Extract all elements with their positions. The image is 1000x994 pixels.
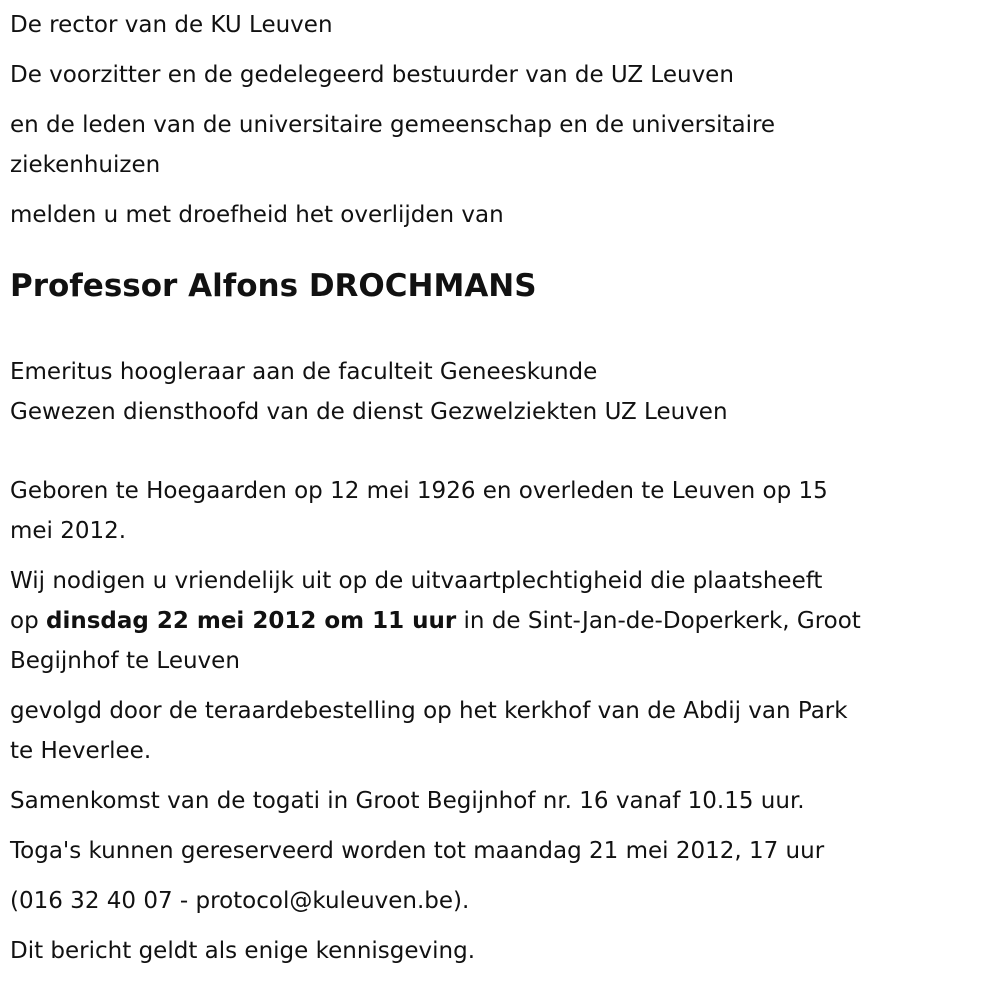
contact-info <box>10 881 1000 921</box>
text-line: en de leden van de universitaire gemeenschap en de universitaire <box>10 112 776 138</box>
deceased-name: Professor Alfons DROCHMANS <box>10 268 537 304</box>
intro-rector <box>10 5 1000 45</box>
burial-info <box>10 691 1000 771</box>
text-line: Geboren te Hoegaarden op 12 mei 1926 en overleden te Leuven op 15 <box>10 478 828 504</box>
text-line: Begijnhof te Leuven <box>10 648 240 674</box>
text-line: De voorzitter en de gedelegeerd bestuurder van de UZ Leuven <box>10 62 734 88</box>
text-line: Dit bericht geldt als enige kennisgeving. <box>10 938 476 964</box>
text-line: De rector van de KU Leuven <box>10 12 333 38</box>
text-line: Emeritus hoogleraar aan de faculteit Geneeskunde <box>10 359 598 385</box>
togati-meeting <box>10 781 1000 821</box>
intro-chairman <box>10 55 1000 95</box>
birth-death <box>10 471 1000 551</box>
text-line: ziekenhuizen <box>10 152 161 178</box>
funeral-date: dinsdag 22 mei 2012 om 11 uur <box>45 608 457 634</box>
text-line: te Heverlee. <box>10 738 152 764</box>
text: op <box>10 608 46 634</box>
text-line: Wij nodigen u vriendelijk uit op de uitvaartplechtigheid die plaatsheeft <box>10 568 823 594</box>
text-line: mei 2012. <box>10 518 127 544</box>
text-line: (016 32 40 07 - protocol@kuleuven.be). <box>10 888 470 914</box>
text-line <box>10 601 1000 641</box>
text-line: Gewezen diensthoofd van de dienst Gezwelziekten UZ Leuven <box>10 399 728 425</box>
text-line: melden u met droefheid het overlijden van <box>10 202 504 228</box>
text-line: gevolgd door de teraardebestelling op het kerkhof van de Abdij van Park <box>10 698 848 724</box>
toga-reservation <box>10 831 1000 871</box>
intro-announce <box>10 195 1000 235</box>
text-line: Toga's kunnen gereserveerd worden tot maandag 21 mei 2012, 17 uur <box>10 838 825 864</box>
text: in de Sint-Jan-de-Doperkerk, Groot <box>456 608 861 634</box>
intro-community <box>10 105 1000 185</box>
closing-note <box>10 931 1000 971</box>
text-line: Samenkomst van de togati in Groot Begijnhof nr. 16 vanaf 10.15 uur. <box>10 788 805 814</box>
funeral-invitation <box>10 561 1000 681</box>
deceased-titles <box>10 352 1000 432</box>
